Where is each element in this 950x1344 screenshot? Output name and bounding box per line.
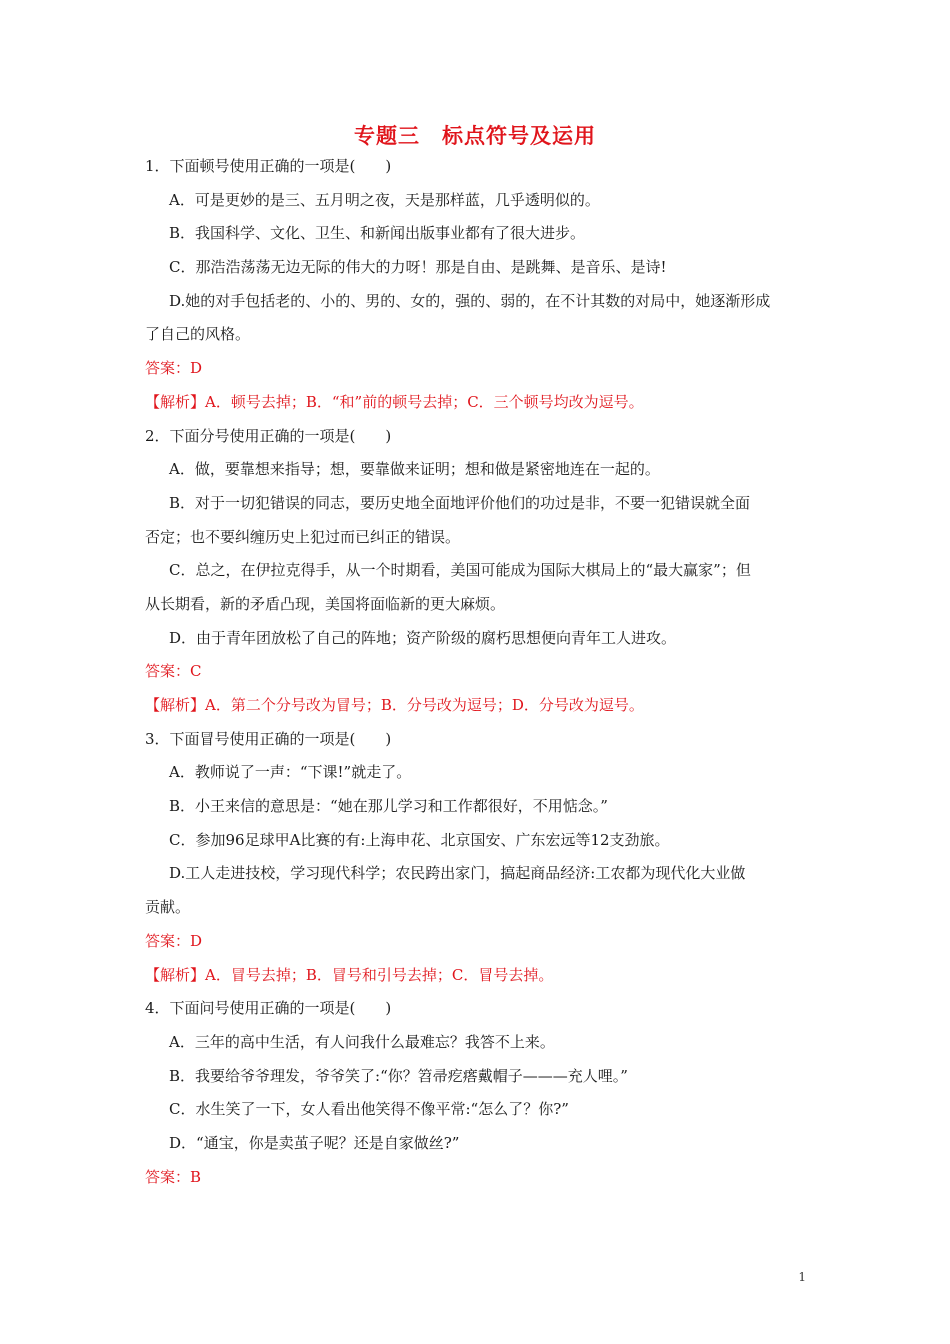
question-1-option-d-cont: 了自己的风格。: [145, 325, 251, 344]
question-4-option-b: B．我要给爷爷理发，爷爷笑了:“你？笤帚疙瘩戴帽子———充人哩。”: [169, 1066, 628, 1085]
question-1-analysis: 【解析】A．顿号去掉；B．“和”前的顿号去掉；C．三个顿号均改为逗号。: [145, 392, 644, 411]
document-body: [145, 150, 810, 1194]
question-1-option-b: B．我国科学、文化、卫生、和新闻出版事业都有了很大进步。: [169, 224, 586, 243]
question-4-option-c: C．水生笑了一下，女人看出他笑得不像平常:“怎么了？你?”: [169, 1100, 569, 1119]
question-2-option-b-cont: 否定；也不要纠缠历史上犯过而已纠正的错误。: [145, 527, 461, 546]
question-3-stem: 3．下面冒号使用正确的一项是( ): [145, 729, 392, 748]
question-2-answer: 答案：C: [145, 662, 202, 681]
question-2-option-c: C．总之，在伊拉克得手，从一个时期看，美国可能成为国际大棋局上的“最大赢家”；但: [169, 561, 751, 580]
question-2-option-b: B．对于一切犯错误的同志，要历史地全面地评价他们的功过是非，不要一犯错误就全面: [169, 493, 751, 512]
question-4-option-a: A．三年的高中生活，有人问我什么最难忘？我答不上来。: [169, 1032, 555, 1051]
question-2-stem: 2．下面分号使用正确的一项是( ): [145, 426, 392, 445]
question-2-option-c-cont: 从长期看，新的矛盾凸现，美国将面临新的更大麻烦。: [145, 594, 506, 613]
question-1-answer: 答案：D: [145, 359, 203, 378]
question-2-analysis: 【解析】A．第二个分号改为冒号；B．分号改为逗号；D．分号改为逗号。: [145, 696, 644, 714]
question-2-option-a: A．做，要靠想来指导；想，要靠做来证明；想和做是紧密地连在一起的。: [169, 460, 660, 479]
question-4-stem: 4．下面问号使用正确的一项是( ): [145, 999, 392, 1018]
question-4-option-d: D．“通宝，你是卖茧子呢？还是自家做丝?”: [169, 1133, 460, 1152]
question-1-option-a: A．可是更妙的是三、五月明之夜，天是那样蓝，几乎透明似的。: [169, 190, 600, 209]
question-3-option-c: C．参加96足球甲A比赛的有:上海申花、北京国安、广东宏远等12支劲旅。: [169, 830, 670, 849]
question-3-option-d: D.工人走进技校，学习现代科学；农民跨出家门，搞起商品经济:工农都为现代化大业做: [169, 864, 746, 883]
question-3-analysis: 【解析】A．冒号去掉；B．冒号和引号去掉；C．冒号去掉。: [145, 965, 554, 984]
question-3-option-b: B．小王来信的意思是：“她在那儿学习和工作都很好，不用惦念。”: [169, 797, 608, 816]
question-1-stem: 1．下面顿号使用正确的一项是( ): [145, 157, 392, 175]
question-2-option-d: D．由于青年团放松了自己的阵地；资产阶级的腐朽思想便向青年工人进攻。: [169, 628, 677, 647]
question-3-answer: 答案：D: [145, 931, 203, 950]
page-number: 1: [798, 1270, 806, 1284]
question-4-answer: 答案：B: [145, 1167, 202, 1186]
question-3-option-a: A．教师说了一声：“下课!”就走了。: [169, 763, 412, 782]
question-1-option-c: C．那浩浩荡荡无边无际的伟大的力呀！那是自由、是跳舞、是音乐、是诗!: [169, 258, 667, 277]
page-title: 专题三 标点符号及运用: [354, 124, 596, 148]
question-3-option-d-cont: 贡献。: [145, 898, 191, 917]
question-1-option-d: D.她的对手包括老的、小的、男的、女的，强的、弱的，在不计其数的对局中，她逐渐形成: [169, 291, 771, 310]
